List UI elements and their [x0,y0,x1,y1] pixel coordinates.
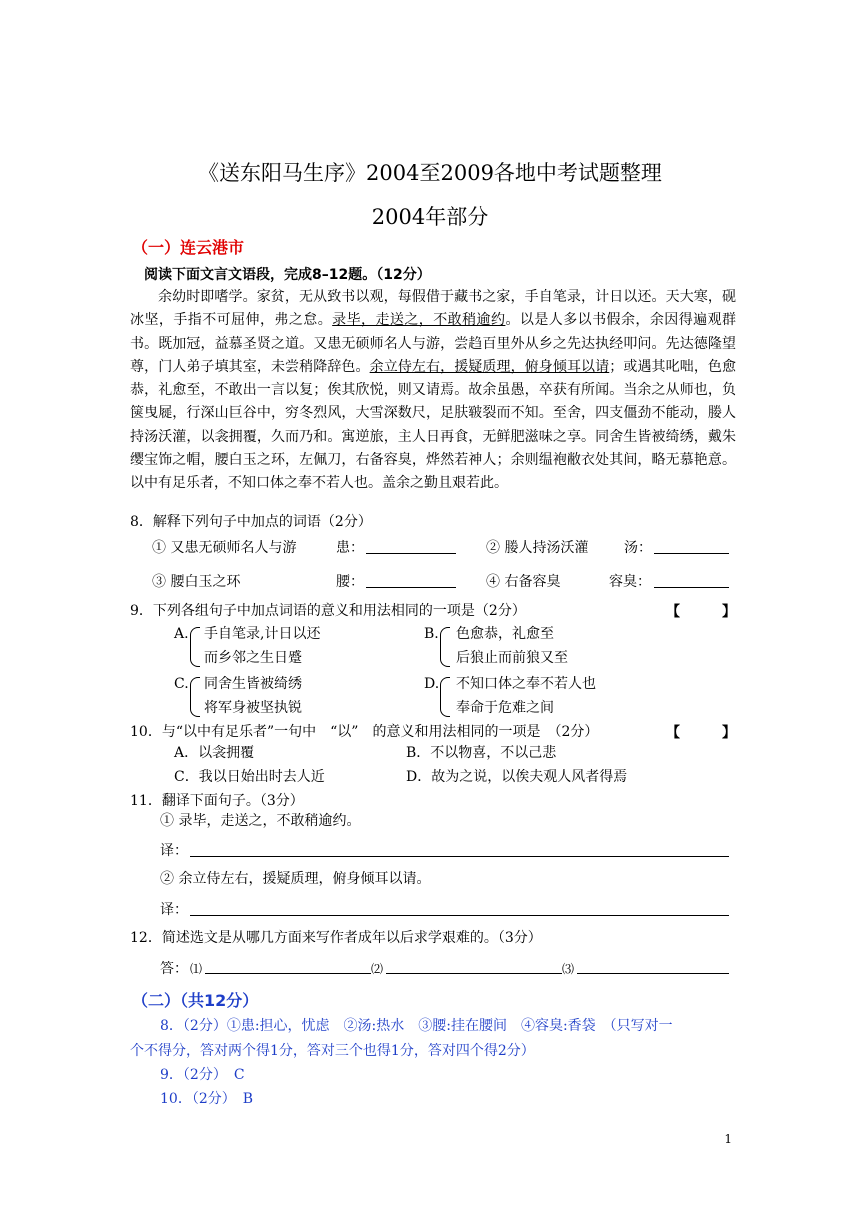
q10-option-a: A．以衾拥覆 [174,745,255,761]
section-heading-lianyungang: （一）连云港市 [132,238,245,257]
q9-d-line1: 不知口体之奉不若人也 [456,676,596,692]
passage-text-2: 。以是人多以书假余，余因得遍观群书。既加冠，益慕圣贤之道。又患无硕师名人与游，尝趋百里外从乡之先达执经叩问。先达德隆望尊，门人弟子填其室，未尝稍降辞色。 [130,312,737,375]
q8-stem: 8．解释下列句子中加点的词语（2分） [130,514,372,530]
q12-stem: 12．简述选文是从哪几方面来写作者成年以后求学艰难的。（3分） [130,930,542,946]
q8-item-b: ② 媵人持汤沃灌 [486,540,589,556]
page-number: 1 [724,1132,732,1146]
q9-brace-d [440,677,450,717]
section-heading-answers: （二）（共12分） [132,991,259,1010]
q10-option-d: D．故为之说，以俟夫观人风者得焉 [406,769,628,785]
passage-underlined-1: 录毕，走送之，不敢稍逾约 [332,312,506,329]
q12-answer-label: 答： [160,961,188,977]
q9-option-a-label: A. [174,626,189,642]
q9-brace-a [190,627,200,667]
q11-stem: 11．翻译下面句子。（3分） [130,793,304,809]
q10-stem: 10．与“以中有足乐者”一句中 “以” 的意义和用法相同的一项是 （2分） [130,724,599,740]
q8-label-d: 容臭： [609,574,651,590]
instruction: 阅读下面文言文语段，完成8–12题。（12分） [144,267,431,283]
q8-label-b: 汤： [624,540,652,556]
q9-d-line2: 奉命于危难之间 [456,700,554,716]
answer-8-line2: 个不得分，答对两个得1分，答对三个也得1分，答对四个得2分） [130,1043,535,1059]
q12-number-3: ⑶ [562,962,575,976]
document-title: 《送东阳马生序》2004至2009各地中考试题整理 [198,161,662,185]
q11-answer-line-2[interactable] [190,915,729,916]
q12-answer-line-3[interactable] [577,973,729,974]
q9-stem: 9．下列各组句子中加点词语的意义和用法相同的一项是（2分） [130,603,526,619]
q10-option-b: B．不以物喜，不以己悲 [406,745,557,761]
q8-blank-d[interactable] [654,587,729,588]
q9-b-line2: 后狼止而前狼又至 [456,650,568,666]
q8-label-a: 患： [336,540,364,556]
q9-b-line1: 色愈恭，礼愈至 [456,626,554,642]
q9-a-line1: 手自笔录,计日以还 [204,626,321,642]
q10-option-c: C．我以日始出时去人近 [174,769,325,785]
q8-blank-c[interactable] [366,587,456,588]
q11-translate-label-1: 译： [160,843,188,859]
answer-9: 9．（2分） C [160,1067,245,1083]
q10-answer-bracket[interactable]: 【 】 [666,725,736,741]
q11-translate-label-2: 译： [160,902,188,918]
q9-option-d-label: D. [424,676,440,692]
q12-number-2: ⑵ [371,962,384,976]
q9-brace-c [190,677,200,717]
q9-c-line2: 将军身被坚执锐 [204,700,302,716]
q8-item-a: ① 又患无硕师名人与游 [152,540,297,556]
q12-number-1: ⑴ [190,962,203,976]
q9-a-line2: 而乡邻之生日蹙 [204,650,302,666]
q9-option-c-label: C. [174,676,189,692]
document-subtitle: 2004年部分 [371,205,489,229]
q11-sentence-2: ② 余立侍左右，援疑质理，俯身倾耳以请。 [160,871,431,887]
q9-answer-bracket[interactable]: 【 】 [666,604,736,620]
q12-answer-line-2[interactable] [386,973,562,974]
q8-blank-a[interactable] [366,553,456,554]
answer-8-line1: 8．（2分）①患:担心，忧虑 ②汤:热水 ③腰:挂在腰间 ④容臭:香袋 （只写对一 [160,1018,673,1034]
classical-passage [130,286,736,496]
q8-item-c: ③ 腰白玉之环 [152,574,241,590]
q9-option-b-label: B. [424,626,439,642]
q8-item-d: ④ 右备容臭 [486,574,561,590]
q8-label-c: 腰： [336,574,364,590]
q8-blank-b[interactable] [654,553,729,554]
q9-c-line1: 同舍生皆被绮绣 [204,676,302,692]
passage-text-3: ；或遇其叱咄，色愈恭，礼愈至，不敢出一言以复；俟其欣悦，则又请焉。故余虽愚，卒获有所闻。当余之从师也，负箧曳屣，行深山巨谷中，穷冬烈风，大雪深数尺，足肤皲裂而不知。至舍，四支僵劲不能动，媵人持汤沃灌，以衾拥覆，久而乃和。寓逆旅，主人日再食，无鲜肥滋味之享。同舍生皆被绮绣，戴朱缨宝饰之帽，腰白玉之环，左佩刀，右备容臭，烨然若神人；余则缊袍敝衣处其间，略无慕艳意。以中有足乐者，不知口体之奉不若人也。盖余之勤且艰若此。 [130,358,737,492]
answer-10: 10．（2分） B [160,1091,254,1107]
q11-sentence-1: ① 录毕，走送之，不敢稍逾约。 [160,813,361,829]
q12-answer-line-1[interactable] [205,973,371,974]
passage-underlined-2: 余立侍左右，援疑质理，俯身倾耳以请 [369,358,610,375]
passage-text-1: 余幼时即嗜学。家贫，无从致书以观，每假借于藏书之家，手自笔录，计日以还。天大寒，砚冰坚，手指不可屈伸，弗之怠。 [130,289,736,329]
q9-brace-b [440,627,450,667]
q11-answer-line-1[interactable] [190,856,729,857]
